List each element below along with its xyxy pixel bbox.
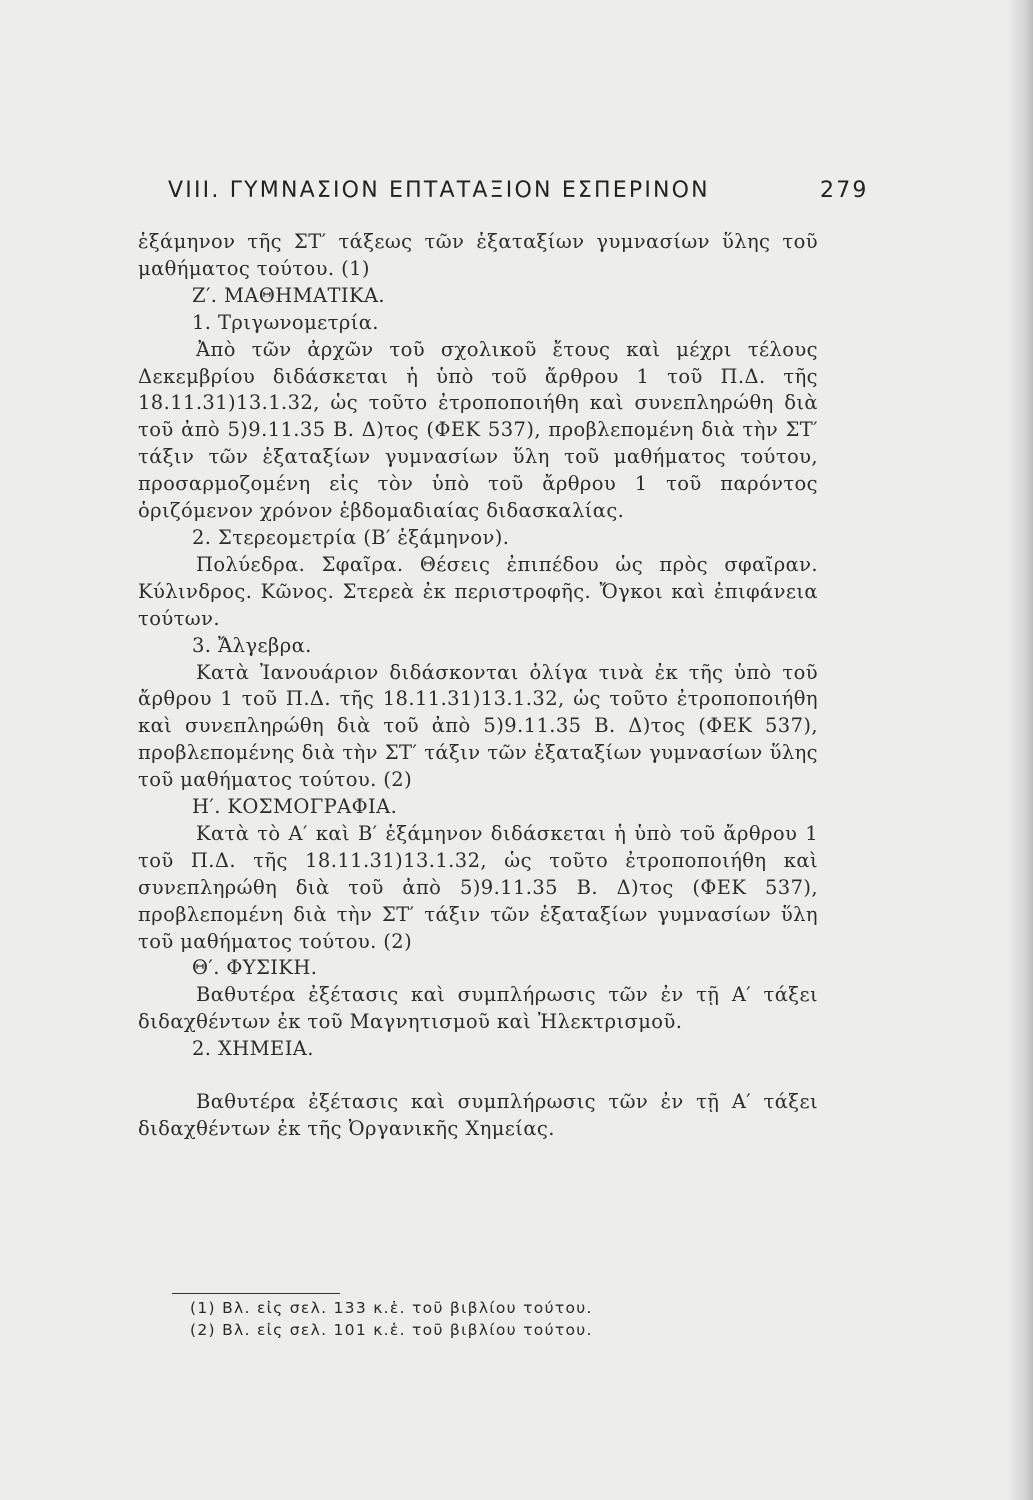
paragraph-algebra: Κατὰ Ἰανουάριον διδάσκονται ὀλίγα τινὰ ἐκ τῆς ὑπὸ τοῦ ἄρθρου 1 τοῦ Π.Δ. τῆς 18.11.31)13.1.32, ὡς τοῦτο ἐτροποποιήθη καὶ συνεπληρώθη διὰ τοῦ ἀπὸ 5)9.11.35 Β. Δ)τος (ΦΕΚ 537), προβλεπομένης διὰ τὴν ΣΤ′ τάξιν τῶν ἑξαταξίων γυμνασίων ὕλης τοῦ μαθήματος τούτου. (2): [138, 660, 818, 792]
page-edge: [1007, 0, 1033, 1500]
spacer: [138, 1063, 818, 1089]
footnote-1: (1) Βλ. εἰς σελ. 133 κ.ἑ. τοῦ βιβλίου τούτου.: [190, 1299, 593, 1317]
paragraph-stereometry: Πολύεδρα. Σφαῖρα. Θέσεις ἐπιπέδου ὡς πρὸς σφαῖραν. Κύλινδρος. Κῶνος. Στερεὰ ἐκ περιστροφῆς. Ὄγκοι καὶ ἐπιφάνεια τούτων.: [138, 552, 818, 630]
subsection-heading-algebra: 3. Ἄλγεβρα.: [192, 633, 312, 657]
page-number: 279: [820, 178, 869, 203]
footnote-rule: [172, 1293, 340, 1294]
paragraph-chemistry: Βαθυτέρα ἐξέτασις καὶ συμπλήρωσις τῶν ἐν τῇ Α′ τάξει διδαχθέντων ἐκ τῆς Ὀργανικῆς Χημείας.: [138, 1090, 818, 1140]
paragraph-physics: Βαθυτέρα ἐξέτασις καὶ συμπλήρωσις τῶν ἐν τῇ Α′ τάξει διδαχθέντων ἐκ τοῦ Μαγνητισμοῦ καὶ Ἠλεκτρισμοῦ.: [138, 983, 818, 1034]
section-heading-mathematics: Ζ′. ΜΑΘΗΜΑΤΙΚΑ.: [192, 283, 386, 307]
subsection-heading-stereometry: 2. Στερεομετρία (Β′ ἑξάμηνον).: [192, 525, 510, 549]
subsection-heading-trigonometry: 1. Τριγωνομετρία.: [192, 310, 379, 334]
footnote-2: (2) Βλ. εἰς σελ. 101 κ.ἑ. τοῦ βιβλίου τούτου.: [190, 1320, 593, 1339]
footnotes: [190, 1298, 593, 1341]
paragraph-intro: ἑξάμηνον τῆς ΣΤ′ τάξεως τῶν ἑξαταξίων γυμνασίων ὕλης τοῦ μαθήματος τούτου. (1): [138, 230, 818, 280]
section-heading-cosmography: Η′. ΚΟΣΜΟΓΡΑΦΙΑ.: [192, 795, 398, 819]
page-body: [138, 229, 818, 1143]
running-header: [168, 178, 869, 203]
section-heading-physics: Θ′. ΦΥΣΙΚΗ.: [192, 956, 318, 980]
running-title: VIII. ΓΥΜΝΑΣΙΟΝ ΕΠΤΑΤΑΞΙΟΝ ΕΣΠΕΡΙΝΟΝ: [168, 178, 710, 203]
paragraph-cosmography: Κατὰ τὸ Α′ καὶ Β′ ἑξάμηνον διδάσκεται ἡ ὑπὸ τοῦ ἄρθρου 1 τοῦ Π.Δ. τῆς 18.11.31)13.1.32, ὡς τοῦτο ἐτροποποιήθη καὶ συνεπληρώθη διὰ τοῦ ἀπὸ 5)9.11.35 Β. Δ)τος (ΦΕΚ 537), προβλεπομένη διὰ τὴν ΣΤ′ τάξιν τῶν ἑξαταξίων γυμνασίων ὕλη τοῦ μαθήματος τούτου. (2): [138, 821, 818, 953]
subsection-heading-chemistry: 2. ΧΗΜΕΙΑ.: [192, 1037, 314, 1061]
paragraph-trigonometry: Ἀπὸ τῶν ἀρχῶν τοῦ σχολικοῦ ἔτους καὶ μέχρι τέλους Δεκεμβρίου διδάσκεται ἡ ὑπὸ τοῦ ἄρθρου 1 τοῦ Π.Δ. τῆς 18.11.31)13.1.32, ὡς τοῦτο ἐτροποποιήθη καὶ συνεπληρώθη διὰ τοῦ ἀπὸ 5)9.11.35 Β. Δ)τος (ΦΕΚ 537), προβλεπομένη διὰ τὴν ΣΤ′ τάξιν τῶν ἑξαταξίων γυμνασίων ὕλη τοῦ μαθήματος τούτου, προσαρμοζομένη εἰς τὸν ὑπὸ τοῦ ἄρθρου 1 τοῦ παρόντος ὁριζόμενον χρόνον ἑβδομαδιαίας διδασκαλίας.: [138, 337, 818, 523]
